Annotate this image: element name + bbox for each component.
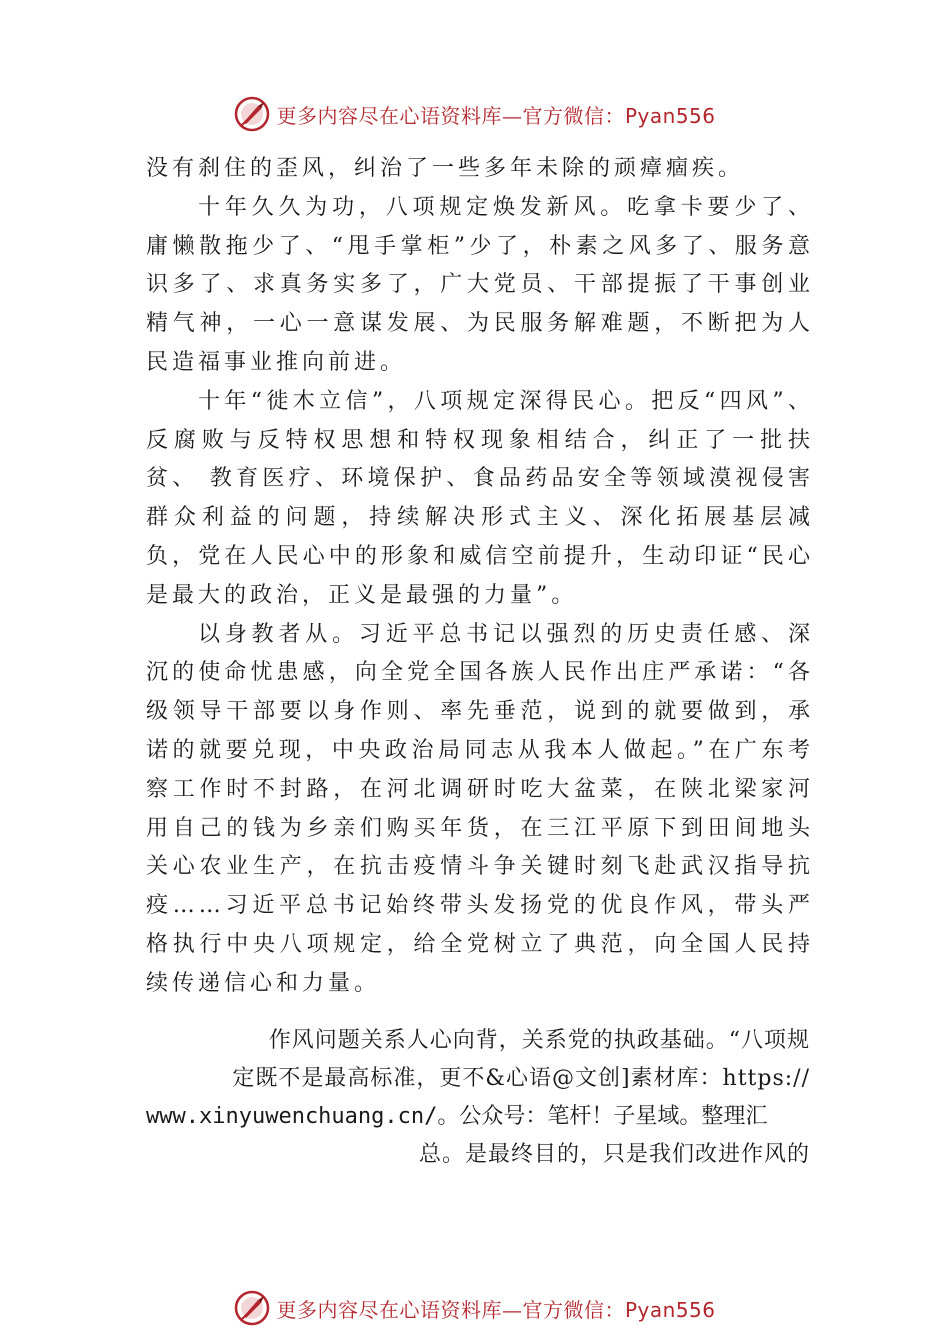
document-body [146,150,814,1004]
footer-banner-text [276,1294,715,1323]
header-banner-text [276,100,715,129]
watermark-line-1: 作风问题关系人心向背，关系党的执政基础。“八项规 [268,1028,810,1053]
banner-separator: — [501,1297,523,1322]
paragraph-4: 以身教者从。习近平总书记以强烈的历史责任感、深沉的使命忧患感，向全党全国各族人民作出庄严承诺：“各级领导干部要以身作则、率先垂范，说到的就要做到，承诺的就要兑现，中央政治局同志从我本人做起。”在广东考察工作时不封路，在河北调研时吃大盆菜，在陕北梁家河用自己的钱为乡亲们购买年货，在三江平原下到田间地头关心农业生产，在抗击疫情斗争关键时刻飞赴武汉指导抗疫……习近平总书记始终带头发扬党的优良作风，带头严格执行中央八项规定，给全党树立了典范，向全国人民持续传递信心和力量。 [146,621,814,996]
paragraph-3: 十年“徙木立信”，八项规定深得民心。把反“四风”、反腐败与反特权思想和特权现象相结合，纠正了一批扶贫、 教育医疗、环境保护、食品药品安全等领域漠视侵害群众利益的问题，持续解决形式主义、深化拓展基层减负，党在人民心中的形象和威信空前提升，生动印证“民心是最大的政治，正义是最强的力量”。 [146,388,814,608]
banner-wechat-id: Pyan556 [624,1297,716,1322]
paragraph-1: 没有刹住的歪风，纠治了一些多年未除的顽瘴痼疾。 [146,156,745,181]
banner-wechat-label: 官方微信： [522,1297,625,1322]
banner-wechat-id: Pyan556 [624,103,716,128]
watermark-paragraph [146,1022,810,1174]
watermark-line-2: 定既不是最高标准，更不&心语@文创]素材库：https:// [232,1066,810,1091]
header-banner [0,94,950,134]
footer-banner [0,1288,950,1328]
banner-wechat-label: 官方微信： [522,103,625,128]
watermark-line-3: www.xinyuwenchuang.cn/。公众号：笔杆！子星域。整理汇 [146,1104,768,1129]
watermark-line-4: 总。是最终目的，只是我们改进作风的 [418,1142,810,1167]
banner-title: 更多内容尽在心语资料库 [276,1297,502,1322]
paragraph-2: 十年久久为功，八项规定焕发新风。吃拿卡要少了、庸懒散拖少了、“甩手掌柜”少了，朴素之风多了、服务意识多了、求真务实多了，广大党员、干部提振了干事创业精气神，一心一意谋发展、为民服务解难题，不断把为人民造福事业推向前进。 [146,194,814,375]
quill-pen-logo-icon [234,96,270,132]
banner-separator: — [501,103,523,128]
banner-title: 更多内容尽在心语资料库 [276,103,502,128]
quill-pen-logo-icon [234,1290,270,1326]
